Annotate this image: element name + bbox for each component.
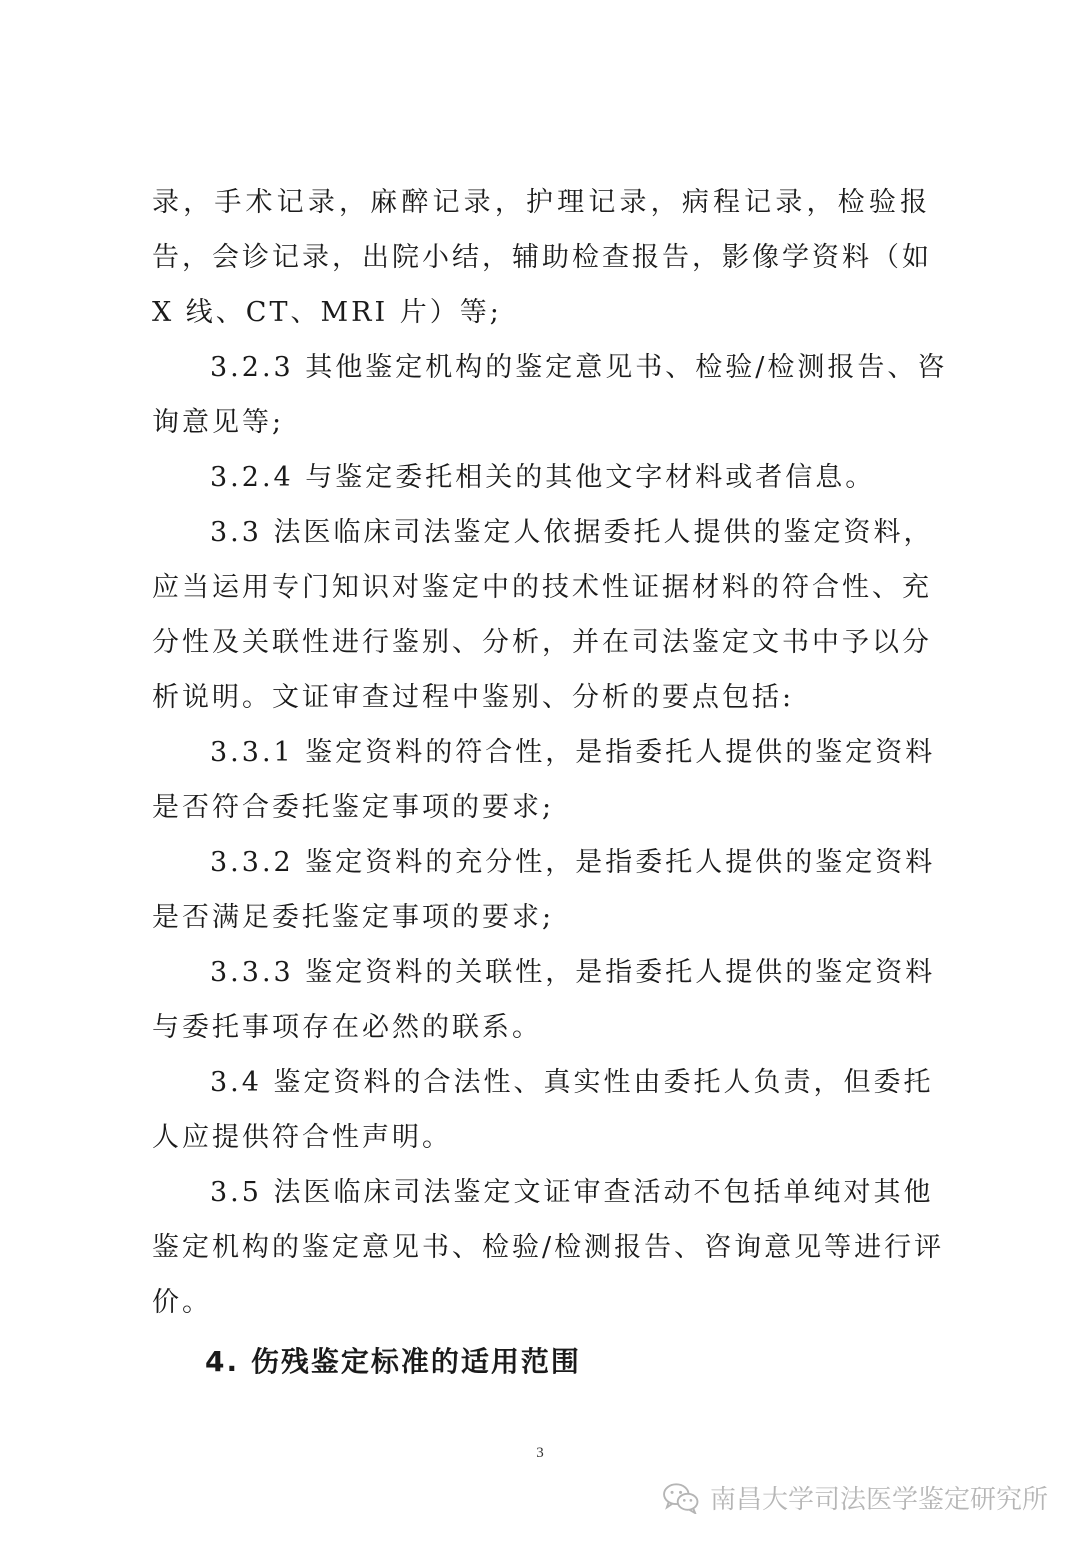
paragraph-line: 3.4 鉴定资料的合法性、真实性由委托人负责，但委托 [210, 1067, 934, 1098]
paragraph-line: 应当运用专门知识对鉴定中的技术性证据材料的符合性、充 [152, 572, 932, 603]
paragraph-line: 告，会诊记录，出院小结，辅助检查报告，影像学资料（如 [152, 242, 932, 273]
paragraph-line: 录，手术记录，麻醉记录，护理记录，病程记录，检验报 [152, 187, 930, 218]
watermark-text: 南昌大学司法医学鉴定研究所 [709, 1485, 1048, 1515]
paragraph-line: 3.2.3 其他鉴定机构的鉴定意见书、检验/检测报告、咨 [210, 352, 948, 383]
paragraph-line: 鉴定机构的鉴定意见书、检验/检测报告、咨询意见等进行评 [152, 1232, 945, 1263]
section-heading: 4. 伤残鉴定标准的适用范围 [205, 1345, 581, 1378]
watermark [662, 1479, 1048, 1516]
paragraph-line: 分性及关联性进行鉴别、分析，并在司法鉴定文书中予以分 [152, 627, 932, 658]
wechat-icon [662, 1482, 700, 1514]
paragraph-line: 析说明。文证审查过程中鉴别、分析的要点包括: [152, 682, 795, 713]
body-text [152, 175, 948, 1330]
paragraph-line: 3.3.1 鉴定资料的符合性，是指委托人提供的鉴定资料 [210, 737, 936, 768]
paragraph-line: 3.3 法医临床司法鉴定人依据委托人提供的鉴定资料， [210, 517, 934, 548]
paragraph-line: X 线、CT、MRI 片）等; [152, 297, 502, 328]
paragraph-line: 3.2.4 与鉴定委托相关的其他文字材料或者信息。 [210, 462, 876, 493]
paragraph-line: 与委托事项存在必然的联系。 [152, 1012, 542, 1043]
paragraph-line: 价。 [152, 1287, 212, 1318]
paragraph-line: 是否满足委托鉴定事项的要求; [152, 902, 555, 933]
paragraph-line: 人应提供符合性声明。 [152, 1122, 452, 1153]
page-number: 3 [536, 1445, 544, 1461]
paragraph-line: 询意见等; [152, 407, 285, 438]
paragraph-line: 3.3.2 鉴定资料的充分性，是指委托人提供的鉴定资料 [210, 847, 936, 878]
paragraph-line: 是否符合委托鉴定事项的要求; [152, 792, 555, 823]
paragraph-line: 3.5 法医临床司法鉴定文证审查活动不包括单纯对其他 [210, 1177, 934, 1208]
paragraph-line: 3.3.3 鉴定资料的关联性，是指委托人提供的鉴定资料 [210, 957, 936, 988]
